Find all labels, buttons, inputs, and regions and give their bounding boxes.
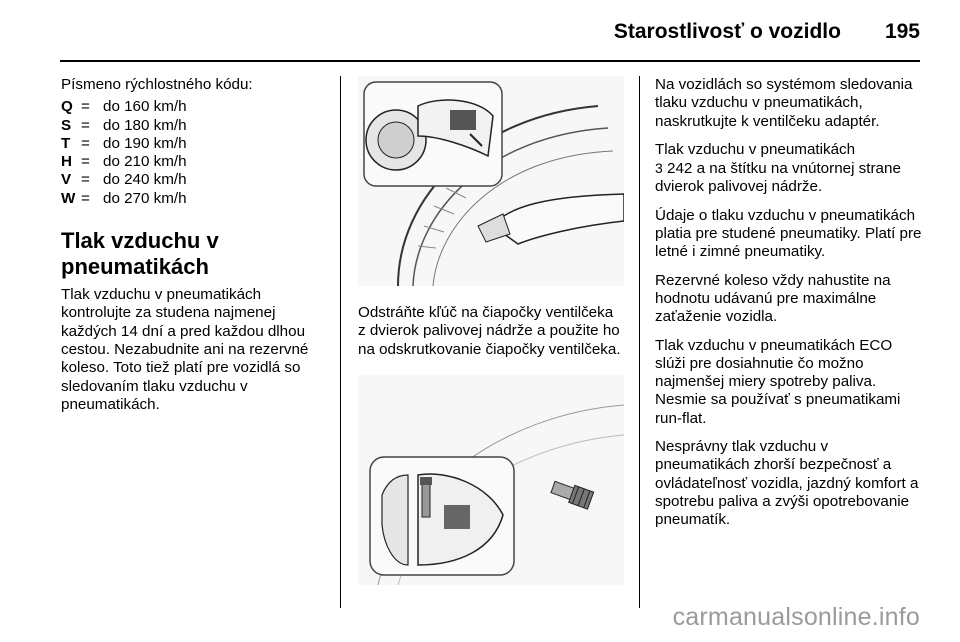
paragraph: Nesprávny tlak vzduchu v pneumatikách zhorší bezpečnosť a ovládateľnosť vozidla, jazdný komfort a spotrebu paliva a zvýši opotrebovanie pneumatík. bbox=[655, 438, 919, 529]
column-divider bbox=[340, 76, 341, 608]
column-middle bbox=[358, 76, 624, 585]
page-header bbox=[614, 14, 920, 50]
speed-code-row: S = do 180 km/h bbox=[61, 116, 187, 134]
paragraph-with-reference: Tlak vzduchu v pneumatikách 3 242 a na štítku na vnútornej strane dvierok palivovej nádrže. bbox=[655, 140, 901, 196]
section-heading: Tlak vzduchu v pneumatikách bbox=[61, 228, 219, 280]
figure-caption: Odstráňte kľúč na čiapočky ventilčeka z dvierok palivovej nádrže a použite ho na odskrutkovanie čiapočky ventilčeka. bbox=[358, 304, 621, 358]
paragraph: Tlak vzduchu v pneumatikách ECO slúži pre dosiahnutie čo možno najmenšej miery spotreby paliva. Nesmie sa používať s pneumatikami run-flat. bbox=[655, 336, 901, 427]
speed-code-row: Q = do 160 km/h bbox=[61, 98, 187, 116]
speed-code-row: W = do 270 km/h bbox=[61, 189, 187, 207]
paragraph: Údaje o tlaku vzduchu v pneumatikách platia pre studené pneumatiky. Platí pre letné i zimné pneumatiky. bbox=[655, 206, 922, 261]
paragraph: Na vozidlách so systémom sledovania tlaku vzduchu v pneumatikách, naskrutkujte k ventilčeku adaptér. bbox=[655, 76, 913, 130]
tire-pressure-paragraph: Tlak vzduchu v pneumatikách kontrolujte za studena najmenej každých 14 dní a pred každou dlhou cestou. Nezabudnite ani na rezervné koleso. Toto tiež platí pre vozidlá so sledovaním tlaku vzduchu v pneumatikách. bbox=[61, 286, 309, 413]
valve-adapter-illustration bbox=[358, 375, 624, 585]
speed-code-intro: Písmeno rýchlostného kódu: bbox=[61, 76, 253, 93]
speed-code-table bbox=[61, 98, 187, 208]
page-number: 195 bbox=[884, 20, 920, 43]
speed-code-row: T = do 190 km/h bbox=[61, 134, 187, 152]
column-left bbox=[61, 76, 331, 424]
column-right bbox=[655, 76, 925, 540]
watermark: carmanualsonline.info bbox=[672, 603, 920, 631]
section-title: Starostlivosť o vozidlo bbox=[613, 20, 841, 43]
speed-code-row: V = do 240 km/h bbox=[61, 171, 187, 189]
speed-code-row: H = do 210 km/h bbox=[61, 153, 187, 171]
header-rule bbox=[60, 60, 920, 62]
column-divider bbox=[639, 76, 640, 608]
valve-cap-key-illustration bbox=[358, 76, 624, 286]
paragraph: Rezervné koleso vždy nahustite na hodnotu udávanú pre maximálne zaťaženie vozidla. bbox=[655, 271, 891, 326]
page-reference-arrow-icon: 3 bbox=[655, 160, 663, 177]
